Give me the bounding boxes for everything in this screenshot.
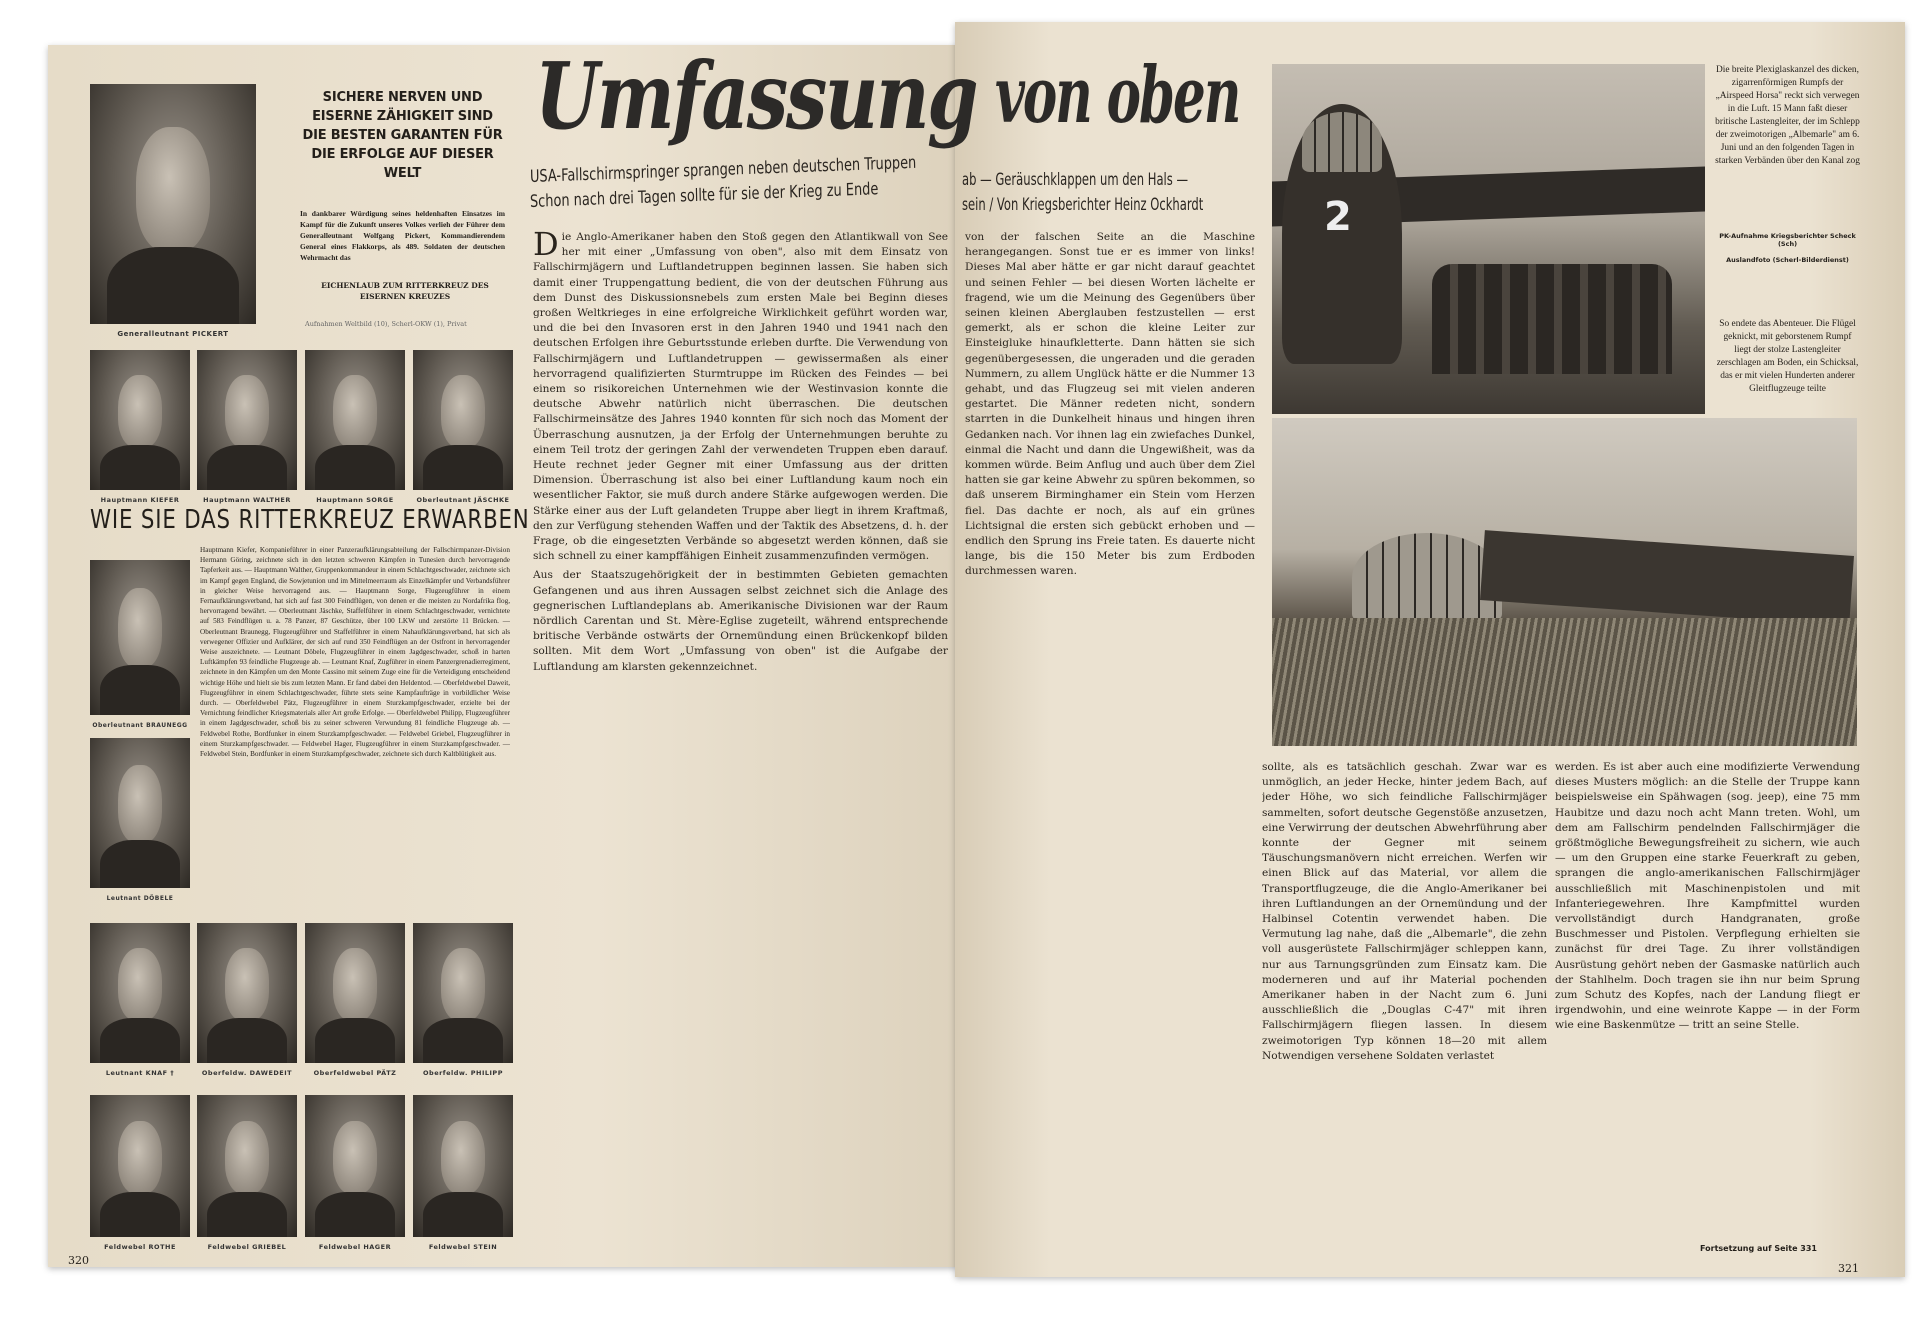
award-name: EICHENLAUB ZUM RITTERKREUZ DES EISERNEN KREUZES [321,281,489,301]
portrait-caption: Oberfeldw. DAWEDEIT [201,1069,293,1077]
portrait-caption: Oberfeldwebel PÄTZ [313,1069,397,1077]
portrait-caption: Hauptmann WALTHER [203,496,291,504]
subhead-left-1: USA-Fallschirmspringer sprangen neben deutschen Truppen [529,152,917,187]
portrait-photo [90,1095,190,1237]
portrait-photo [197,350,297,490]
portrait-doebele [90,738,190,888]
continued-note: Fortsetzung auf Seite 331 [1700,1244,1817,1253]
column-1-paragraph: ie Anglo-Amerikaner haben den Stoß gegen den Atlantikwall von See her mit einer „Umfassung von oben", also mit dem Einsatz von Fallschirmjägern und Luftlandetruppen beginnen lassen. Sie haben sich damit einer Truppengattung bedient, die von der deutschen Führung aus dem Dunst des Diskussionsnebels zum ersten Male bei Beginn dieses großen Weltkrieges in eine erfolgreiche Wirklichkeit geführt worden war, und die bei den Invasoren erst in den Jahren 1940 und 1941 nach den deutschen Erfolgen ihre Geburtsstunde erleben durfte. Die Verwendung von Fallschirmjägern und Luftlandetruppen — gewissermaßen als einer hervorragend qualifizierten Sturmtruppe im Rücken des Feindes — bei einem so risikoreichen Unternehmen wie der Westinvasion konnte die deutsche Abwehr natürlich nicht überraschen. Die deutschen Fallschirmeinsätze des Jahres 1940 konnten für sich noch das Moment der Überraschung ausnutzen, ja der Erfolg der Unternehmungen beruhte zu einem Teil trotz der geringen Zahl der verwendeten Truppen eben darauf. Heute rechnet jeder Gegner mit einer Umfassung aus der dritten Dimension. Überraschung ist also bei einer Luftlandung kaum noch ein wesentlicher Faktor, sie muß durch andere Stärke aufgewogen werden. Die Stärke einer aus der Luft gelandeten Truppe aber liegt in ihrem Kraftmaß, den zur Verfügung stehenden Waffen und der Taktik des Absetzens, d. h. der Frage, ob die eingesetzten Verbände so abgesetzt werden können, daß sie sich schnell zu einer kampffähigen Einheit zusammenzufinden vermögen. [533,231,948,563]
portrait-caption: Feldwebel HAGER [318,1243,392,1251]
wrecked-glider-photo [1272,418,1857,746]
glider-photo [1272,64,1705,414]
photo-credit-pk: PK-Aufnahme Kriegsberichter Scheck (Sch) [1719,232,1856,248]
photo-credit-ausland: Auslandfoto (Scherl-Bilderdienst) [1726,256,1849,264]
caption-wreck: So endete das Abenteuer. Die Flügel geknickt, mit geborstenem Rumpf liegt der stolze Lastengleiter zerschlagen am Boden, ein Schicksal, das er mit vielen Hunderten anderer Gleitflugzeuge teilte [1716,319,1859,394]
portrait-caption: Feldwebel STEIN [428,1243,498,1251]
portrait-photo [305,923,405,1063]
glider-cockpit [1302,112,1382,172]
article-column-2: von der falschen Seite an die Maschine herangegangen. Sonst tue er es immer von links! Dieses Mal aber hätte er gar nicht darauf geachtet und seinen Fehler — bei diesen Worten lächelte er fragend, wie um die Meinung des Gegenübers über seinen kleinen Aberglauben festzustellen — erst gemerkt, als er schon die kleine Leiter zur Einsteigluke hinaufkletterte. Dann hätten sie sich gegenübergesessen, die ungeraden und die geraden Nummern, zu allem Unglück hätte er die Nummer 13 gehabt, und das Flugzeug sei mit vielen anderen gestartet. Die Männer redeten nicht, sondern starrten in die Dunkelheit hinaus und hingen ihren Gedanken nach. Vor ihnen lag ein zwiefaches Dunkel, einmal die Nacht und dann die Ungewißheit, was da kommen würde. Beim Anflug und auch über dem Ziel hatten sie gar keine Abwehr zu spüren bekommen, so daß unserem Birminghamer ein Stein vom Herzen fiel. Das dachte er noch, als auf ein grünes Lichtsignal die ersten sich gebückt erhoben und — endlich den Sprung ins Freie taten. Es dauerte nicht lange, bis die 150 Meter bis zum Erdboden durchmessen waren. [965,231,1255,578]
photo-credit: Aufnahmen Weltbild (10), Scherl-OKW (1), Privat [305,320,467,328]
drop-cap: D [533,230,559,263]
portrait-caption: Oberleutnant JÄSCHKE [416,496,510,504]
portrait-photo [197,923,297,1063]
portrait-caption: Feldwebel GRIEBEL [207,1243,287,1251]
caption-glider: Die breite Plexiglaskanzel des dicken, zigarrenförmigen Rumpfs der „Airspeed Horsa" reckt sich verwegen in die Luft. 15 Mann faßt dieser britische Lastengleiter, der im Schlepp der zweimotorigen „Albemarle" am 6. Juni und an den folgenden Tagen in starken Verbänden über den Kanal zog [1715,65,1860,166]
wheat-field [1272,618,1857,746]
column-1-paragraph-b: Aus der Staatszugehörigkeit der in bestimmten Gebieten gemachten Gefangenen und aus ihren Aussagen selbst zeichnet sich die Anlage des gegnerischen Luftlandeplans ab. Amerikanische Divisionen war der Raum nördlich Carentan und St. Mère-Eglise zugeteilt, während entsprechende britische Verbände ostwärts der Ornemündung einen Brückenkopf bilden sollten. Mit dem Wort „Umfassung von oben" ist die Aufgabe der Luftlandung am klarsten gekennzeichnet. [533,569,948,673]
portrait-photo [413,350,513,490]
headline-part-2: von oben [995,50,1240,141]
article-column-3: sollte, als es tatsächlich geschah. Zwar war es unmöglich, an jeder Hecke, hinter jedem Bach, auf jeder Höhe, wo sich feindliche Fallschirmjäger sammelten, sofort deutsche Gegenstöße anzusetzen, eine Verwirrung der deutschen Abwehrführung aber konnte der Gegner mit seinem Täuschungsmanövern nicht erreichen. Werfen wir einen Blick auf das Material, vor allem die Transportflugzeuge, die die Anglo-Amerikaner bei ihren Luftlandungen an der Ornemündung und der Halbinsel Cotentin verwendet haben. Die Vermutung lag nahe, daß die „Albemarle", die zehn voll ausgerüstete Fallschirmjäger schleppen kann, nur aus Tarnungsgründen zum Einsatz kam. Die moderneren und auf ihr Material pochenden Amerikaner haben in der Nacht zum 6. Juni ausschließlich die „Douglas C-47" mit ihren Fallschirmjägern fliegen lassen. In diesem zweimotorigen Typ können 18—20 mit allem Notwendigen versehene Soldaten verlastet [1262,761,1547,1062]
ritterkreuz-text: Hauptmann Kiefer, Kompanieführer in einer Panzeraufklärungsabteilung der Fallschirmpanzer-Division Hermann Göring, zeichnete sich in den letzten schweren Kämpfen in Tunesien durch hervorragende Tapferkeit aus. — Hauptmann Walther, Gruppenkommandeur in einem Schlachtgeschwader, zeichnete sich im Kampf gegen England, die Sowjetunion und im Mittelmeerraum als Einzelkämpfer und Verbandsführer in gleicher Weise hervorragend aus. — Hauptmann Sorge, Flugzeugführer in einem Fernaufklärungsverband, hat sich auf fast 300 Feindflügen, von denen er die meisten zu Nordafrika flog, hervorragend bewährt. — Oberleutnant Jäschke, Staffelführer in einem Schlachtgeschwader, vernichtete auf 583 Feindflügen u. a. 78 Panzer, 87 Geschütze, über 100 LKW und zerstörte 11 Brücken. — Oberleutnant Braunegg, Flugzeugführer und Staffelführer in einem Nahaufklärungsverband, hat sich als verwegener Offizier und Aufklärer, der sich auf rund 350 Feindflügen an der Ostfront in hervorragender Weise auszeichnete. — Leutnant Döbele, Flugzeugführer in einem Jagdgeschwader, schoß in harten Luftkämpfen 93 feindliche Flugzeuge ab. — Leutnant Knaf, Zugführer in einem Panzergrenadierregiment, zeichnete in den Kämpfen um den Monte Cassino mit seinem Zuge eine für die Verteidigung entscheidend wichtige Höhe und hielt sie bis zum letzten Mann. Er fand dabei den Heldentod. — Oberfeldwebel Daweit, Flugzeugführer in einem Schlachtgeschwader, führte stets seine Kampfaufträge in vorbildlicher Weise durch. — Oberfeldwebel Pätz, Flugzeugführer in einem Sturzkampfgeschwader, erzielte bei der Vernichtung feindlicher Kriegsmaterials aller Art große Erfolge. — Oberfeldwebel Philipp, Flugzeugführer in einem Jagdgeschwader, schoß bis zu seiner schweren Verwundung 81 feindliche Flugzeuge ab. — Feldwebel Rothe, Bordfunker in einem Sturzkampfgeschwader. — Feldwebel Griebel, Flugzeugführer in einem Sturzkampfgeschwader. — Feldwebel Hager, Flugzeugführer in einem Sturzkampfgeschwader. — Feldwebel Stein, Bordfunker in einem Sturzkampfgeschwader, zeichnete sich durch Kaltblütigkeit aus. [200,546,510,759]
portrait-caption: Leutnant KNAF † [105,1069,175,1077]
article-column-1 [533,230,948,1258]
subhead-right-1: ab — Geräuschklappen um den Hals — [962,170,1189,190]
page-number-right: 321 [1838,1262,1859,1275]
page-number-left: 320 [68,1254,89,1267]
glider-number: 2 [1324,194,1352,240]
portrait-photo [413,923,513,1063]
portrait-caption: Feldwebel ROTHE [104,1243,176,1251]
subhead-right-2: sein / Von Kriegsberichter Heinz Ockhardt [962,195,1204,215]
portrait-photo [413,1095,513,1237]
paratroopers-group [1432,264,1672,374]
portrait-braunegg [90,560,190,715]
award-text: In dankbarer Würdigung seines heldenhaften Einsatzes im Kampf für die Zukunft unseres Volkes verlieh der Führer dem Generalleutnant Wolfgang Pickert, Kommandierendem General eines Flakkorps, als 489. Soldaten der deutschen Wehrmacht das [300,209,505,262]
wreck-cockpit [1352,533,1502,623]
portrait-caption: Oberfeldw. PHILIPP [423,1069,503,1077]
pickert-portrait [90,84,256,324]
caption-braunegg: Oberleutnant BRAUNEGG [92,722,188,729]
wreck-fuselage [1480,530,1854,626]
portrait-photo [90,923,190,1063]
section-heading: WIE SIE DAS RITTERKREUZ ERWARBEN [90,505,530,535]
portrait-photo [305,350,405,490]
headline-part-1: Umfassung [535,42,977,150]
portrait-caption: Hauptmann KIEFER [100,496,180,504]
subhead-left-2: Schon nach drei Tagen sollte für sie der Krieg zu Ende [529,179,879,212]
caption-doebele: Leutnant DÖBELE [106,895,174,902]
portrait-photo [90,350,190,490]
article-column-4: werden. Es ist aber auch eine modifizierte Verwendung dieses Musters möglich: an die Stelle der Truppe kann beispielsweise ein Spähwagen (sog. jeep), eine 75 mm Haubitze und dazu noch acht Mann treten. Wohl, um dem am Fallschirm pendelnden Fallschirmjäger die größtmögliche Bewegungsfreiheit zu sichern, wie auch — um den Gruppen eine starke Feuerkraft zu geben, sprangen die anglo-amerikanischen Fallschirmjäger ausschließlich mit Maschinenpistolen und mit Infanteriegewehren. Ihre Kampfmittel wurden vervollständigt durch Handgranaten, große Buschmesser und Pistolen. Verpflegung erhielten sie zunächst für drei Tage. Zu ihrer vollständigen Ausrüstung gehört neben der Gasmaske natürlich auch der Stahlhelm. Doch tragen sie ihn nur beim Sprung zum Schutz des Kopfes, nach der Landung fliegt er irgendwohin, und eine weinrote Kappe — in der Form wie eine Baskenmütze — tritt an seine Stelle. [1555,761,1860,1032]
pickert-caption: Generalleutnant PICKERT [117,330,229,338]
portrait-caption: Hauptmann SORGE [316,496,394,504]
portrait-photo [197,1095,297,1237]
portrait-photo [305,1095,405,1237]
tagline: SICHERE NERVEN UND EISERNE ZÄHIGKEIT SIND DIE BESTEN GARANTEN FÜR DIE ERFOLGE AUF DIESER WELT [302,90,503,181]
